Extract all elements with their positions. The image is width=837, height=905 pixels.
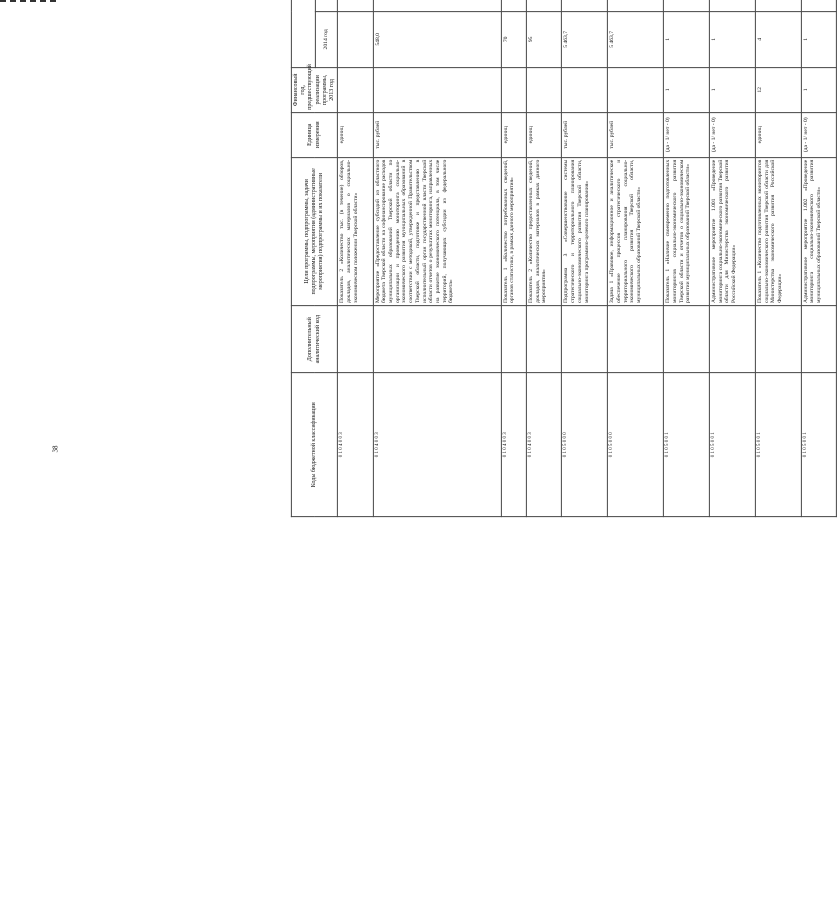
table-row (709, 0, 755, 517)
cell-extra (373, 305, 501, 372)
cell-2013: 1 (709, 67, 755, 112)
cell-2015 (608, 0, 664, 11)
table-row (755, 0, 801, 517)
page-number: 38 (51, 445, 60, 453)
cell-unit: тыс. рублей (608, 112, 664, 157)
cell-name: Показатель 1 «Количество потребованных сведений, органов статистики, в рамках данного мероприятия» (501, 157, 526, 305)
cell-2014 (338, 11, 373, 67)
cell-extra (338, 305, 373, 372)
cell-2013: 12 (755, 67, 801, 112)
cell-extra (801, 305, 837, 372)
cell-name: Административное мероприятие 1.001 «Проведение мониторинга социально-экономического развития Тверской области для Министерства экономического развития Российской Федерации» (709, 157, 755, 305)
cell-name: Показатель 1 «Наличие своевременно подготовленных мониторингов социально-экономического развития Тверской области и отчетов о социально-экономическом развитии муниципальных образований Тверской области» (664, 157, 710, 305)
cell-extra (526, 305, 561, 372)
table-body (338, 0, 837, 517)
header-row-1 (291, 0, 315, 517)
table-row (501, 0, 526, 517)
cell-unit: единиц (338, 112, 373, 157)
fin2013-header: Финансовый год, предшествующий реализации программы, 2013 год (291, 67, 337, 112)
year-2014-header: 2014 год (315, 11, 338, 67)
cell-2013 (501, 67, 526, 112)
cell-2014: 5 463,7 (608, 11, 664, 67)
cell-2015 (664, 0, 710, 11)
table-row (608, 0, 664, 517)
cell-code: 0 1 0 4 0 0 3 (526, 373, 561, 517)
cell-unit: (да - 1/ нет - 0) (709, 112, 755, 157)
name-header: Цели программы, подпрограммы, задачи подпрограммы, мероприятия (административные мероприятия) подпрограммы и их показатели (291, 157, 337, 305)
cell-2015 (373, 0, 501, 11)
cell-extra (608, 305, 664, 372)
table-row (373, 0, 501, 517)
cell-name: Показатель 2 «Количество тыс. (в течение) обзоров, докладов, аналитических материалов о социально-экономическом положении Тверской области» (338, 157, 373, 305)
cell-name: Административное мероприятие 1.002 «Проведение мониторинга социально-экономического развития муниципальных образований Тверской области» (801, 157, 837, 305)
cell-2015 (338, 0, 373, 11)
cell-extra (664, 305, 710, 372)
cell-extra (562, 305, 608, 372)
cell-extra (709, 305, 755, 372)
cell-code: 0 1 0 4 0 0 3 (338, 373, 373, 517)
cell-name: Мероприятие «Предоставление субсидий из областного бюджета Тверской области на софинансирование расходов муниципальных образований Тверской области по организации и проведению мониторинга социально-экономического развития муниципальных образований в соответствии с методикой, утвержденной Правительством Тверской области, подготовке и представлению в исполнительный орган государственной власти Тверской области отчетов о результатах мониторинга, направленных на развитие экономического потенциала, в том числе территорий, получающих субсидии из федерального бюджета» (373, 157, 501, 305)
cell-unit: тыс. рублей (373, 112, 501, 157)
cell-code: 0 1 0 4 0 0 3 (373, 373, 501, 517)
cell-2013 (562, 67, 608, 112)
table-row (562, 0, 608, 517)
cell-code: 0 1 0 5 0 0 0 (562, 373, 608, 517)
table-row (801, 0, 837, 517)
cell-unit: единиц (755, 112, 801, 157)
cell-2013: 1 (801, 67, 837, 112)
cell-unit: единиц (501, 112, 526, 157)
cell-2013 (373, 67, 501, 112)
year-2015-header (315, 0, 338, 11)
cell-unit: (да - 1/ нет - 0) (664, 112, 710, 157)
cell-2015 (801, 0, 837, 11)
table-row (526, 0, 561, 517)
cell-unit: единиц (526, 112, 561, 157)
cell-code: 0 1 0 5 0 0 1 (664, 373, 710, 517)
cell-2014: 1 (801, 11, 837, 67)
cell-2013 (608, 67, 664, 112)
cell-2015 (562, 0, 608, 11)
budget-codes-header: Коды бюджетной классификации (291, 373, 337, 517)
cell-2014: 1 (664, 11, 710, 67)
cell-2013: 1 (664, 67, 710, 112)
cell-name: Показатель 1 «Количество подготовленных мониторингов социально-экономического развития Тверской области для Министерства экономического развития Российской Федерации» (755, 157, 801, 305)
program-table (291, 0, 837, 517)
cell-2015 (755, 0, 801, 11)
cell-2014: 5 463,7 (562, 11, 608, 67)
cell-code: 0 1 0 5 0 0 0 (608, 373, 664, 517)
cell-name: Подпрограмма 3 «Совершенствование системы стратегического и территориального планирования социально-экономического развития Тверской области, мониторинга программно-целевого планирования» (562, 157, 608, 305)
cell-2015 (501, 0, 526, 11)
unit-header: Единица измерения (291, 112, 337, 157)
cell-2014: 4 (755, 11, 801, 67)
cell-code: 0 1 0 5 0 0 1 (755, 373, 801, 517)
cell-2015 (526, 0, 561, 11)
cell-unit: тыс. рублей (562, 112, 608, 157)
cell-2015 (709, 0, 755, 11)
table-row (664, 0, 710, 517)
cell-2014: 1 (709, 11, 755, 67)
cell-2014: 95 (526, 11, 561, 67)
cell-2014: 70 (501, 11, 526, 67)
table-row (338, 0, 373, 517)
cell-extra (501, 305, 526, 372)
top-dash-rule (0, 0, 56, 8)
cell-2013 (338, 67, 373, 112)
cell-code: 0 1 0 4 0 0 3 (501, 373, 526, 517)
program-code-header: Дополнительный аналитический код (291, 305, 337, 372)
cell-2014: 548,0 (373, 11, 501, 67)
cell-extra (755, 305, 801, 372)
cell-name: Задача 1 «Правовое, информационное и аналитическое обеспечение процессов стратегического и территориального планирования социально-экономического развития Тверской области, муниципальных образований Тверской области» (608, 157, 664, 305)
cell-code: 0 1 0 5 0 0 1 (709, 373, 755, 517)
cell-name: Показатель 2 «Количество предоставленных сведений, докладов, аналитических материалов в рамках данного мероприятия» (526, 157, 561, 305)
cell-unit: (да - 1/ нет - 0) (801, 112, 837, 157)
cell-2013 (526, 67, 561, 112)
cell-code: 0 1 0 5 0 0 1 (801, 373, 837, 517)
years-group-header (291, 0, 315, 67)
